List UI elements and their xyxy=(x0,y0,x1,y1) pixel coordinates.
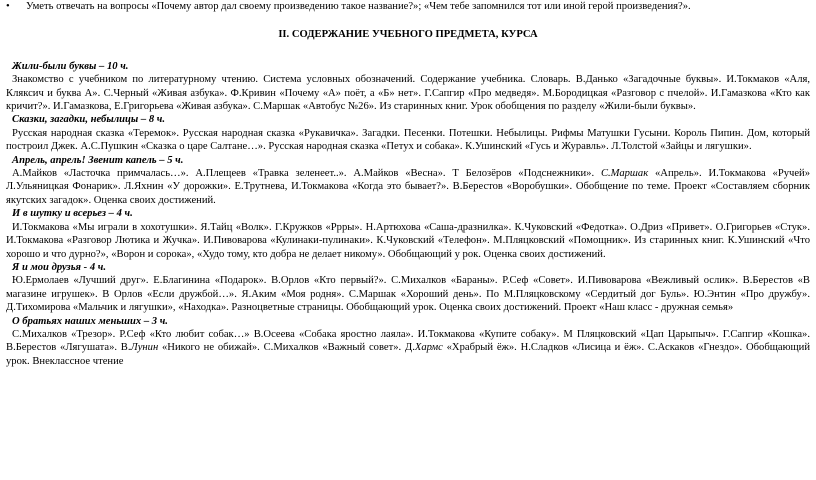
italic-author: С.Маршак xyxy=(600,168,649,180)
section-title: Я и мои друзья - 4 ч. xyxy=(12,261,106,273)
body-text: А.Майков «Ласточка примчалась…». А.Плещеев «Травка зеленеет..». А.Майков «Весна». Т Белозёров «Подснежники». xyxy=(12,168,601,180)
section-title: Жили-были буквы – 10 ч. xyxy=(12,60,129,72)
body-text: «Никого не обижай». С.Михалков «Важный совет». Д. xyxy=(158,342,415,354)
section-body xyxy=(6,328,810,368)
intro-paragraph xyxy=(6,0,810,13)
section-body xyxy=(6,167,810,207)
section-body: Русская народная сказка «Теремок». Русская народная сказка «Рукавичка». Загадки. Песенки. Потешки. Небылицы. Рифмы Матушки Гусыни. Король Пипин. Дом, который построил Джек. А.С.Пушкин «Сказка о царе Салтане…». Русская народная сказка «Петух и собака». К.Ушинский «Гусь и Журавль». Л.Толстой «Зайцы и лягушки». xyxy=(6,127,810,153)
section-title: О братьях наших меньших – 3 ч. xyxy=(12,315,168,327)
body-text: «Апрель». И.Токмакова «Ручей» Л.Ульяницкая Фонарик». Л.Яхнин «У дорожки». Е.Трутнева, И.Токмакова «Когда это бывает?». В.Берестов «Воробушки». Обобщение по теме. Проект «Составляем сборник якутских загадок». Оценка своих достижений. xyxy=(6,168,811,206)
section-title: И в шутку и всерьез – 4 ч. xyxy=(12,208,133,220)
section-heading: II. СОДЕРЖАНИЕ УЧЕБНОГО ПРЕДМЕТА, КУРСА xyxy=(278,29,538,41)
section-title: Апрель, апрель! Звенит капель – 5 ч. xyxy=(12,154,184,166)
section-title: Сказки, загадки, небылицы – 8 ч. xyxy=(12,114,166,126)
body-text: «Храбрый ёж». Н.Сладков «Лисица и ёж». С.Аскаков «Гнездо». Обобщающий урок. Внеклассное чтение xyxy=(6,342,810,367)
intro-text: Уметь отвечать на вопросы «Почему автор дал своему произведению такое название?»; «Чем тебе запомнился тот или иной герой произведения?». xyxy=(26,1,691,12)
body-text: С.Михалков «Трезор». Р.Сеф «Кто любит собак…» В.Осеева «Собака яростно лаяла». И.Токмакова «Купите собаку». М Пляцковский «Цап Царыпыч». Г.Сапгир «Кошка». В.Берестов «Лягушата». В. xyxy=(6,328,810,354)
section-body: Ю.Ермолаев «Лучший друг». Е.Благинина «Подарок». В.Орлов «Кто первый?». С.Михалков «Бараны». Р.Сеф «Совет». И.Пивоварова «Вежливый ослик». В.Берестов «В магазине игрушек». В Орлов «Если дружбой…». Я.Аким «Моя родня». С.Маршак «Хороший день». По М.Пляцковскому «Сердитый дог Буль». Ю.Энтин «Про дружбу». Д.Тихомирова «Мальчик и лягушки», «Находка». Разноцветные страницы. Обобщающий урок. Оценка своих достижений. Проект «Наш класс - дружная семья» xyxy=(6,275,810,314)
section-body: Знакомство с учебником по литературному чтению. Система условных обозначений. Содержание учебника. Словарь. В.Данько «Загадочные буквы». И.Токмаков «Аля, Кляксич и буква А». С.Черный «Живая азбука». Ф.Кривин «Почему «А» поёт, а «Б» нет». Г.Сапгир «Про медведя». М.Бородицкая «Разговор с пчелой». И.Гамазкова «Кто как кричит?». И.Гамазкова, Е.Григорьева «Живая азбука». С.Маршак «Автобус №26». Из старинных книг. Урок обобщения по разделу «Жили-были буквы». xyxy=(6,74,810,113)
italic-author: Лунин xyxy=(130,342,159,354)
section-body: И.Токмакова «Мы играли в хохотушки». Я.Тайц «Волк». Г.Кружков «Ррры». Н.Артюхова «Саша-дразнилка». К.Чуковский «Федотка». О.Дриз «Привет». О.Григорьев «Стук». И.Токмакова «Разговор Лютика и Жучка». И.Пивоварова «Кулинаки-пулинаки». К.Чуковский «Телефон». М.Пляцковский «Помощник». Из старинных книг. К.Ушинский «Что хорошо и что дурно?», «Ворон и сорока», «Худо тому, кто добра не делает никому». Обобщающий у рок. Оценка своих достижений. xyxy=(6,221,810,260)
bullet-icon: • xyxy=(6,1,10,12)
italic-author: Хармс xyxy=(414,342,443,354)
